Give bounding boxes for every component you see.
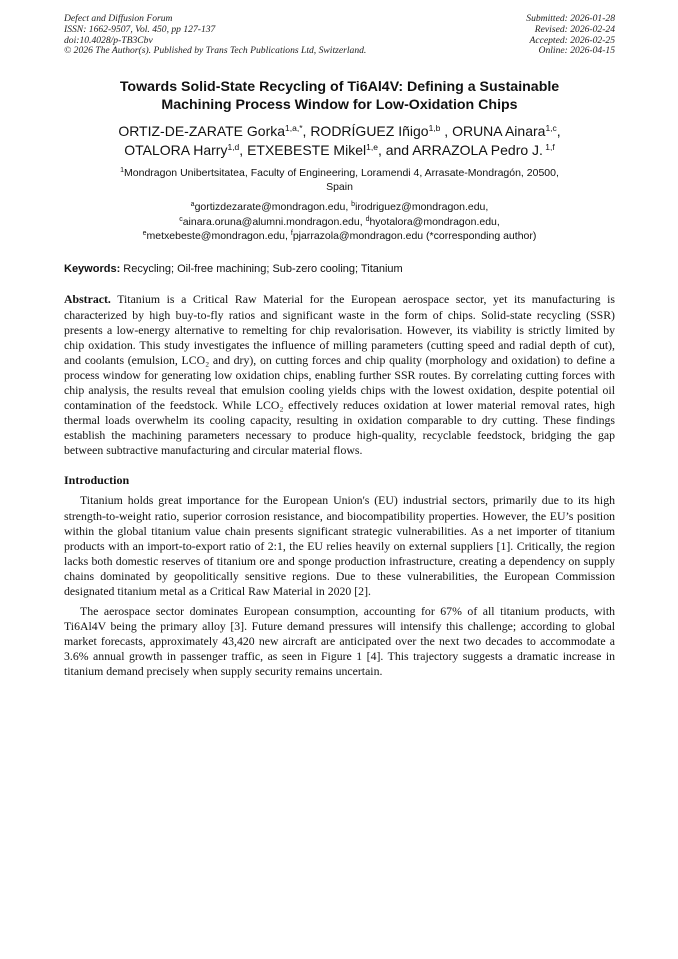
email-link[interactable]: metxebeste@mondragon.edu, [146, 230, 291, 242]
author-name: ARRAZOLA Pedro J. [412, 142, 543, 159]
email-link[interactable]: ainara.oruna@alumni.mondragon.edu, [182, 215, 366, 228]
author-sup: 1,c [545, 123, 557, 134]
title-line-1: Towards Solid-State Recycling of Ti6Al4V: Defining a Sustainable [119, 79, 560, 96]
email-link[interactable]: hyotalora@mondragon.edu, [369, 215, 500, 228]
author-sep: , and [377, 142, 413, 159]
abstract-text: Titanium is a Critical Raw Material for the European aerospace sector, yet its manufacturing is characterized by high buy-to-fly ratios and significant waste in the form of chips. Solid-state recycling (SSR) presents a low-energy alternative to remelting for chip revalorisation. However, its viability is strictly limited by chip oxidation. This study investigates the influence of milling parameters (cutting speed and radial depth of cut), and coolants (emulsion, LCO₂ and dry), on cutting forces and chip quality (morphology and oxidation) to define a process window for generating low oxidation chips, enabling further SSR routes. By correlating cutting forces with chip analysis, the results reveal that emulsion cooling yields chips with the lowest oxidation, despite potential oil contamination of the feedstock. While LCO₂ effectively reduces oxidation at lower material removal rates, high thermal loads overwhelm its cooling capacity, resulting in oxidation comparable to dry cutting. These findings establish the machining parameters necessary to produce high-quality, recyclable feedstock, bridging the gap between subtractive manufacturing and circular material flows. [64, 292, 615, 458]
email-sup: b [351, 201, 356, 209]
author-sup: 1,e [366, 142, 378, 153]
email-sup: a [190, 201, 195, 209]
author-name: ETXEBESTE Mikel [247, 142, 367, 159]
author-sup: 1,f [542, 142, 555, 153]
author-name: ORTIZ-DE-ZARATE Gorka [118, 123, 286, 140]
keywords-label: Keywords: [64, 263, 121, 276]
email-sup: f [290, 230, 293, 237]
affiliation-sup: 1 [120, 167, 125, 175]
keywords [64, 262, 615, 276]
email-sup: c [179, 215, 183, 223]
body-paragraph: Titanium holds great importance for the European Union's (EU) industrial sectors, primarily due to its high strength-to-weight ratio, superior corrosion resistance, and biocompatibility properties. However, the EU’s position within the global titanium value chain presents significant strategic vulnerabilities. As a net importer of titanium products with an import-to-export ratio of 2:1, the EU relies heavily on external suppliers [1]. Critically, the region lacks both domestic reserves of titanium ore and sponge production infrastructure, creating a dependency on supply chains dominated by geopolitically sensitive regions. Due to these vulnerabilities, the European Commission designated titanium metal as a Critical Raw Material in 2020 [2]. [64, 493, 615, 598]
journal-doi[interactable]: doi:10.4028/p-TB3Cbv [64, 34, 153, 46]
email-list [64, 200, 615, 243]
abstract-label: Abstract. [64, 292, 111, 307]
journal-issn: ISSN: 1662-9507, Vol. 450, pp 127-137 [64, 23, 216, 35]
author-sep: , [556, 123, 561, 140]
author-name: OTALORA Harry [124, 142, 228, 159]
author-name: RODRÍGUEZ Iñigo [310, 123, 429, 140]
date-online: Online: 2026-04-15 [538, 45, 615, 57]
paper-title [64, 78, 615, 114]
email-link[interactable]: gortizdezarate@mondragon.edu, [194, 201, 352, 214]
author-sep: , [302, 123, 311, 140]
body-paragraph: The aerospace sector dominates European consumption, accounting for 67% of all titanium products, with Ti6Al4V being the primary alloy [3]. Future demand pressures will intensify this challenge; according to global market forecasts, approximately 43,420 new aircraft are anticipated over the next two decades to accommodate a 3.6% annual growth in passenger traffic, as seen in Figure 1 [4]. This trajectory suggests a dramatic increase in titanium demand precisely when supply security remains uncertain. [64, 604, 615, 679]
journal-info [64, 14, 366, 57]
author-list [64, 122, 615, 160]
author-sep: , [239, 142, 248, 159]
title-line-2: Machining Process Window for Low-Oxidation Chips [161, 97, 518, 114]
date-accepted: Accepted: 2026-02-25 [529, 34, 615, 46]
date-revised: Revised: 2026-02-24 [534, 23, 615, 35]
email-sup: e [142, 230, 147, 237]
affiliation-country: Spain [326, 181, 353, 194]
publication-dates [526, 14, 615, 57]
keywords-text: Recycling; Oil-free machining; Sub-zero cooling; Titanium [120, 263, 403, 276]
journal-name: Defect and Diffusion Forum [64, 13, 173, 24]
abstract [64, 292, 615, 458]
author-name: ORUNA Ainara [452, 123, 546, 140]
journal-header [64, 14, 615, 57]
date-submitted: Submitted: 2026-01-28 [526, 13, 615, 24]
email-sup: d [365, 215, 370, 223]
email-link[interactable]: pjarrazola@mondragon.edu (*corresponding author) [292, 230, 537, 242]
author-sup: 1,b [428, 123, 441, 134]
author-sup: 1,d [227, 142, 240, 153]
author-sep: , [440, 123, 453, 140]
author-sup: 1,a,* [285, 123, 303, 134]
affiliation-text: Mondragon Unibertsitatea, Faculty of Engineering, Loramendi 4, Arrasate-Mondragón, 20500, [124, 167, 559, 180]
paper-page [64, 14, 615, 680]
email-link[interactable]: irodriguez@mondragon.edu, [355, 201, 489, 214]
journal-copyright: © 2026 The Author(s). Published by Trans Tech Publications Ltd, Switzerland. [64, 45, 367, 57]
affiliation [64, 166, 615, 194]
section-heading-introduction: Introduction [64, 473, 130, 488]
